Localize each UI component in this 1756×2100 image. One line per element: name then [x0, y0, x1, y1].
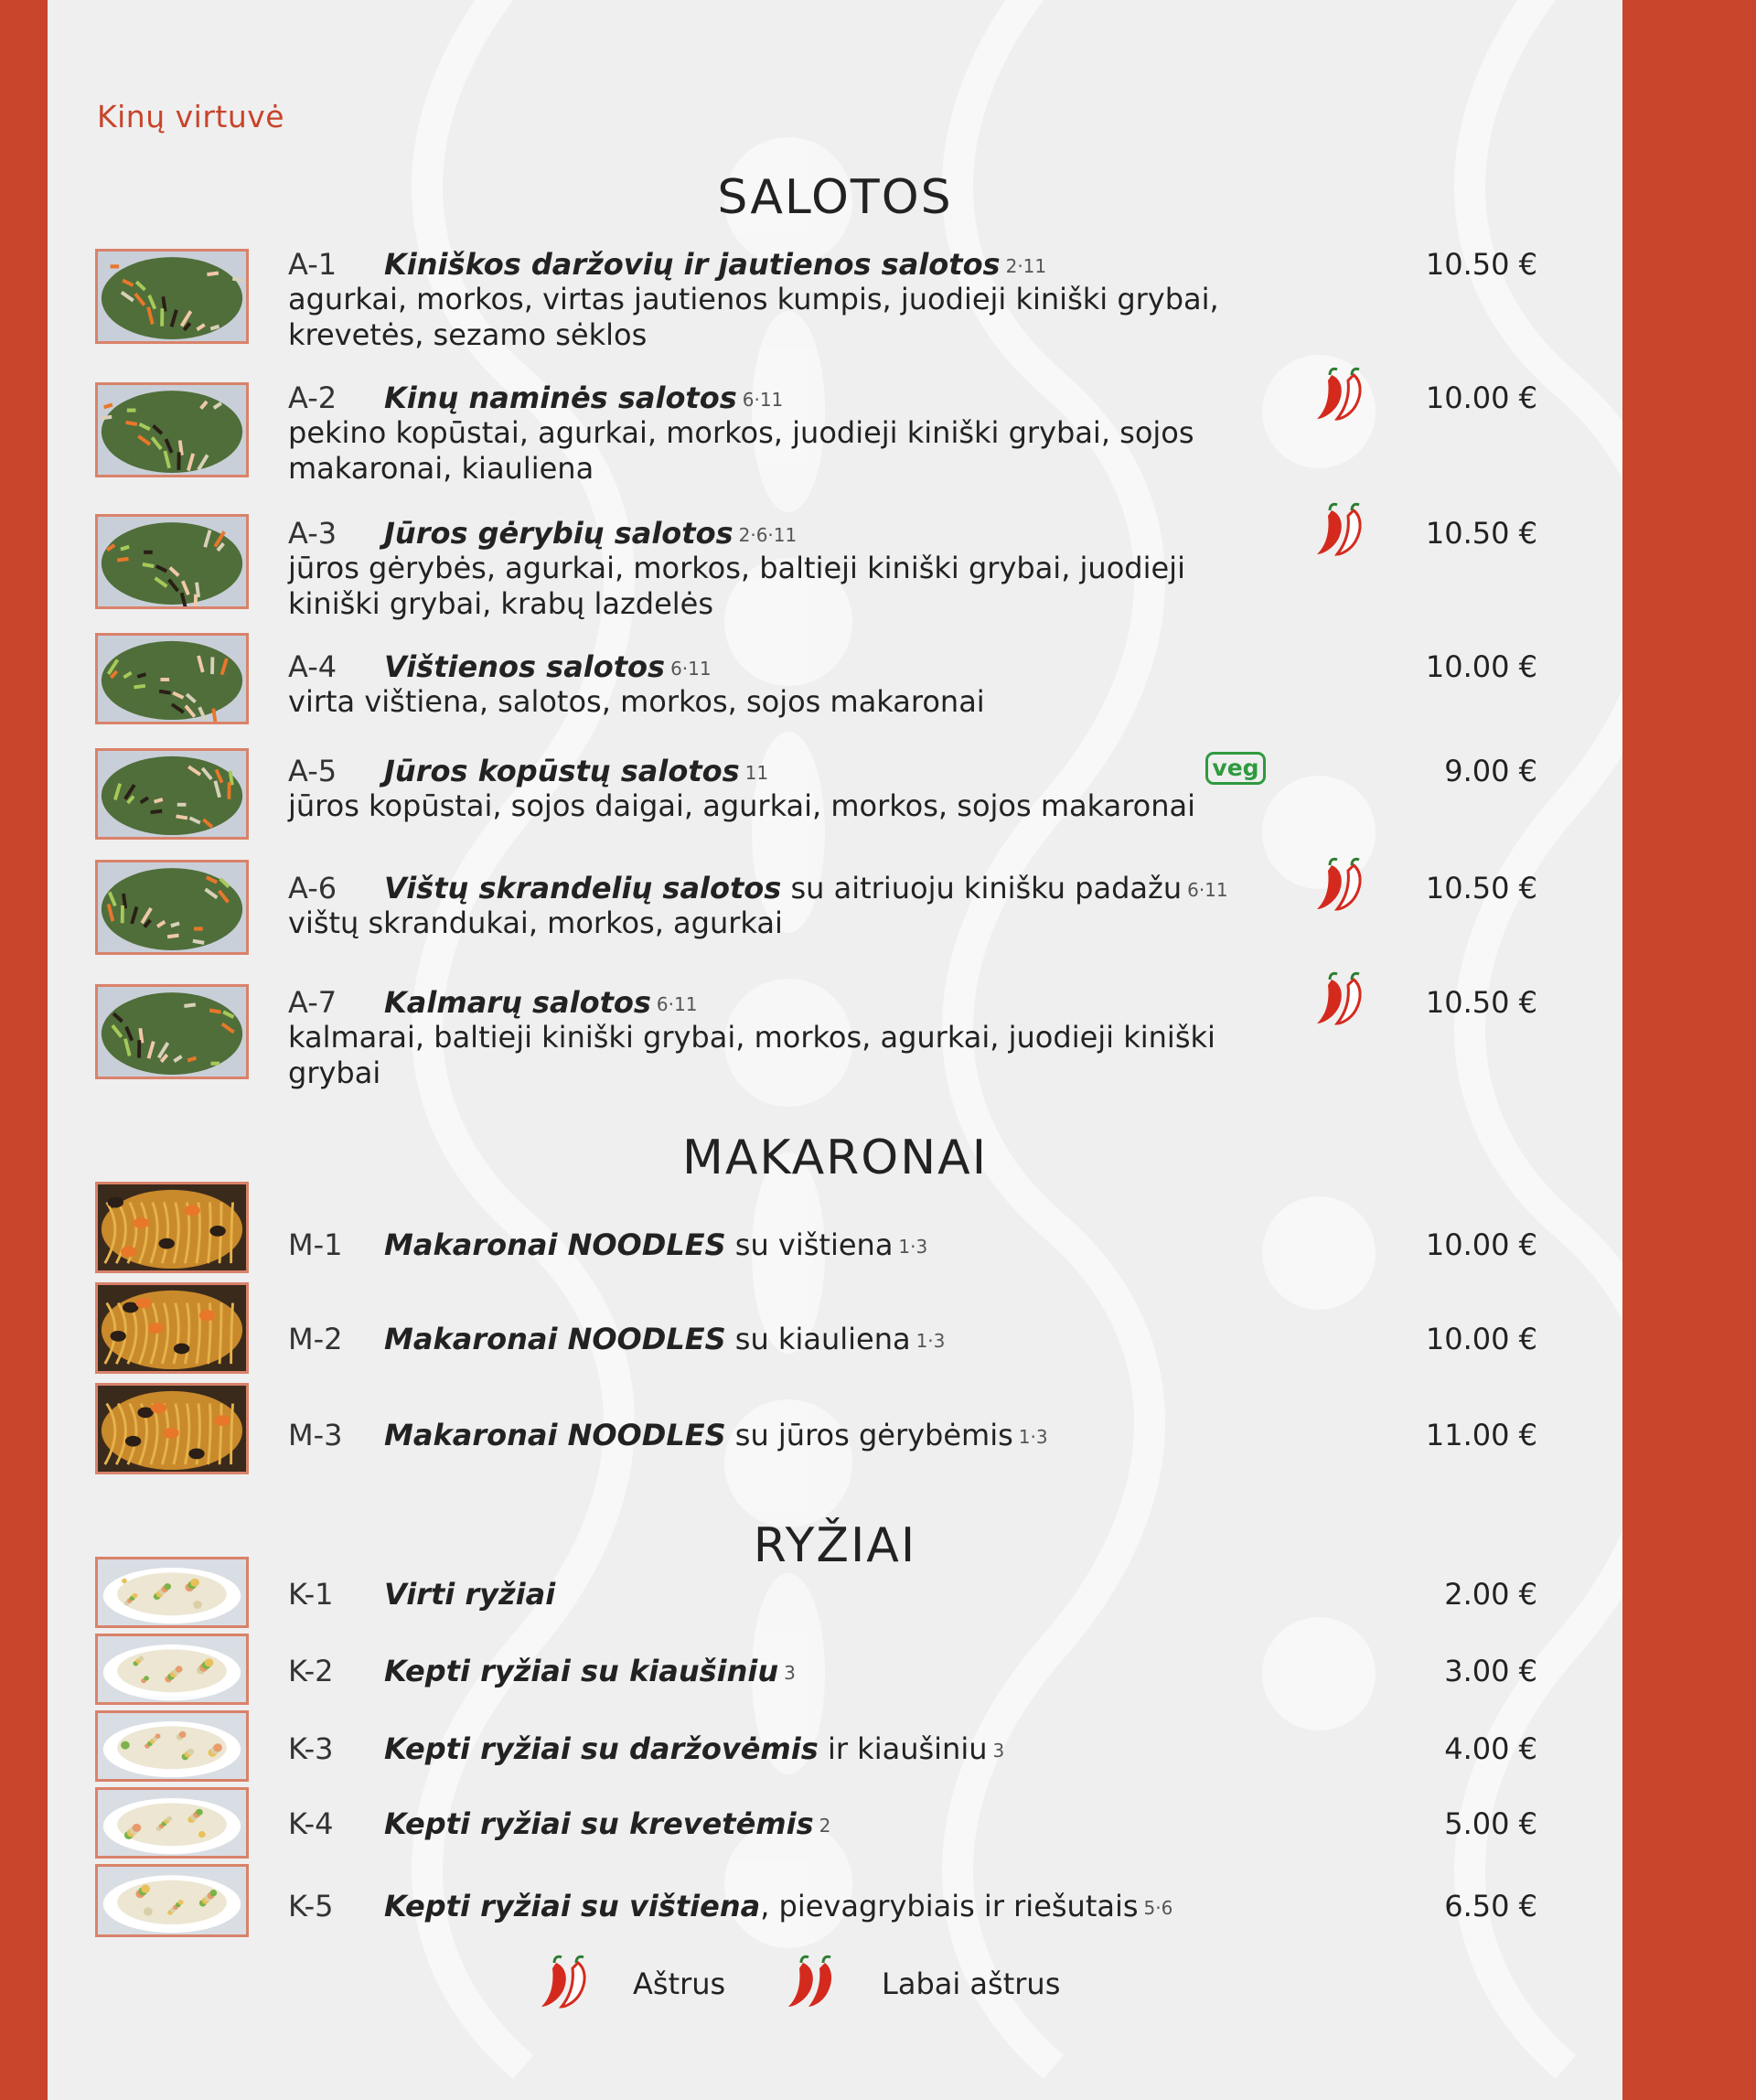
item-price: 5.00 €	[1444, 1806, 1537, 1841]
dish-photo	[95, 1182, 249, 1273]
item-name	[384, 649, 712, 684]
item-code: K-3	[288, 1731, 334, 1766]
item-name-bold: Kepti ryžiai su vištiena	[384, 1889, 761, 1923]
item-name-bold: Kepti ryžiai su krevetėmis	[384, 1806, 814, 1841]
section-title-makaronai: MAKARONAI	[681, 1130, 989, 1185]
veg-badge: veg	[1205, 752, 1266, 785]
chili-icon	[785, 1954, 851, 2010]
legend-very-spicy-label: Labai aštrus	[882, 1966, 1061, 2001]
allergen-codes: 11	[744, 762, 769, 784]
item-name	[384, 1889, 1172, 1923]
dish-photo	[95, 984, 249, 1079]
item-price: 10.50 €	[1425, 247, 1537, 282]
chili-icon	[538, 1954, 604, 2010]
item-description: agurkai, morkos, virtas jautienos kumpis, juodieji kiniški grybai, krevetės, sezamo sėklos	[288, 282, 1219, 352]
section-title-ryziai: RYŽIAI	[753, 1518, 917, 1573]
item-price: 10.00 €	[1425, 1322, 1537, 1356]
allergen-codes: 6·11	[1187, 879, 1228, 901]
item-name-suffix: su aitriuoju kinišku padažu	[781, 871, 1183, 905]
item-code: M-1	[288, 1227, 343, 1262]
item-name	[384, 1654, 796, 1688]
item-code: K-4	[288, 1806, 334, 1841]
dish-photo	[95, 1282, 249, 1374]
item-name-bold: Kepti ryžiai su kiaušiniu	[384, 1654, 779, 1688]
item-code: K-2	[288, 1654, 334, 1688]
item-price: 10.50 €	[1425, 985, 1537, 1020]
item-price: 9.00 €	[1444, 754, 1537, 788]
item-name-bold: Vištienos salotos	[384, 649, 666, 684]
item-name-suffix: su jūros gėrybėmis	[725, 1418, 1013, 1452]
item-description: virta vištiena, salotos, morkos, sojos makaronai	[288, 684, 985, 719]
item-name-bold: Jūros gėrybių salotos	[384, 516, 733, 551]
dish-photo	[95, 633, 249, 724]
dish-photo	[95, 1383, 249, 1474]
item-price: 10.50 €	[1425, 516, 1537, 551]
item-price: 2.00 €	[1444, 1577, 1537, 1612]
item-name	[384, 754, 768, 788]
item-name	[384, 516, 797, 551]
dish-photo	[95, 514, 249, 609]
item-code: M-2	[288, 1322, 343, 1356]
allergen-codes: 3	[992, 1740, 1005, 1762]
item-name-bold: Virti ryžiai	[384, 1577, 556, 1612]
item-code: A-7	[288, 985, 337, 1020]
item-code: M-3	[288, 1418, 343, 1452]
item-name-bold: Kinų naminės salotos	[384, 380, 737, 415]
item-description: jūros gėrybės, agurkai, morkos, baltieji kiniški grybai, juodieji kiniški grybai, krabų lazdelės	[288, 551, 1185, 621]
item-name-suffix: su vištiena	[725, 1227, 894, 1262]
dish-photo	[95, 249, 249, 344]
item-name-suffix: , pievagrybiais ir riešutais	[760, 1889, 1139, 1923]
item-description: kalmarai, baltieji kiniški grybai, morkos, agurkai, juodieji kiniški grybai	[288, 1020, 1215, 1090]
allergen-codes: 2·11	[1005, 255, 1047, 277]
item-name-bold: Makaronai NOODLES	[384, 1227, 726, 1262]
item-description: jūros kopūstai, sojos daigai, agurkai, morkos, sojos makaronai	[288, 788, 1195, 823]
item-code: K-1	[288, 1577, 334, 1612]
item-name	[384, 1731, 1004, 1766]
allergen-codes: 2	[819, 1815, 831, 1837]
dish-photo	[95, 748, 249, 840]
item-description: vištų skrandukai, morkos, agurkai	[288, 905, 783, 940]
item-code: A-5	[288, 754, 337, 788]
allergen-codes: 1·3	[915, 1330, 946, 1352]
item-price: 10.00 €	[1425, 380, 1537, 415]
item-name	[384, 247, 1046, 282]
dish-photo	[95, 860, 249, 955]
item-code: A-2	[288, 380, 337, 415]
item-code: A-6	[288, 871, 337, 905]
item-name-bold: Vištų skrandelių salotos	[384, 871, 782, 905]
item-name-bold: Kepti ryžiai su daržovėmis	[384, 1731, 819, 1766]
item-name-bold: Jūros kopūstų salotos	[384, 754, 740, 788]
dish-photo	[95, 1787, 249, 1859]
item-name	[384, 1322, 945, 1356]
dish-photo	[95, 1634, 249, 1705]
chili-icon	[1313, 970, 1379, 1027]
allergen-codes: 3	[784, 1662, 796, 1684]
chili-icon	[1313, 366, 1379, 423]
allergen-codes: 5·6	[1143, 1897, 1173, 1919]
item-price: 6.50 €	[1444, 1889, 1537, 1923]
item-name	[384, 380, 783, 415]
item-price: 10.50 €	[1425, 871, 1537, 905]
allergen-codes: 1·3	[898, 1236, 928, 1258]
dish-photo	[95, 1864, 249, 1937]
legend-spicy-label: Aštrus	[633, 1966, 726, 2001]
item-description: pekino kopūstai, agurkai, morkos, juodieji kiniški grybai, sojos makaronai, kiauliena	[288, 415, 1194, 486]
item-name-bold: Kalmarų salotos	[384, 985, 651, 1020]
chili-icon	[1313, 856, 1379, 913]
allergen-codes: 2·6·11	[738, 524, 798, 546]
item-price: 11.00 €	[1425, 1418, 1537, 1452]
menu-page	[48, 0, 1622, 2100]
item-price: 4.00 €	[1444, 1731, 1537, 1766]
item-name	[384, 1227, 927, 1262]
allergen-codes: 6·11	[670, 658, 712, 680]
item-name	[384, 1577, 555, 1612]
item-price: 10.00 €	[1425, 1227, 1537, 1262]
section-title-salotos: SALOTOS	[717, 170, 953, 225]
item-name	[384, 871, 1228, 905]
item-price: 10.00 €	[1425, 649, 1537, 684]
item-name-bold: Kiniškos daržovių ir jautienos salotos	[384, 247, 1001, 282]
page-header-title: Kinų virtuvė	[97, 99, 285, 134]
item-name-suffix: su kiauliena	[725, 1322, 911, 1356]
allergen-codes: 6·11	[742, 389, 784, 411]
item-code: K-5	[288, 1889, 334, 1923]
item-price: 3.00 €	[1444, 1654, 1537, 1688]
item-code: A-3	[288, 516, 337, 551]
item-code: A-4	[288, 649, 337, 684]
dish-photo	[95, 382, 249, 477]
dish-photo	[95, 1710, 249, 1782]
item-name-bold: Makaronai NOODLES	[384, 1418, 726, 1452]
allergen-codes: 6·11	[656, 993, 698, 1015]
item-name	[384, 1806, 830, 1841]
item-name	[384, 1418, 1048, 1452]
dish-photo	[95, 1557, 249, 1628]
allergen-codes: 1·3	[1018, 1426, 1048, 1448]
item-code: A-1	[288, 247, 337, 282]
item-name-bold: Makaronai NOODLES	[384, 1322, 726, 1356]
chili-icon	[1313, 501, 1379, 558]
item-name	[384, 985, 697, 1020]
item-name-suffix: ir kiaušiniu	[818, 1731, 988, 1766]
